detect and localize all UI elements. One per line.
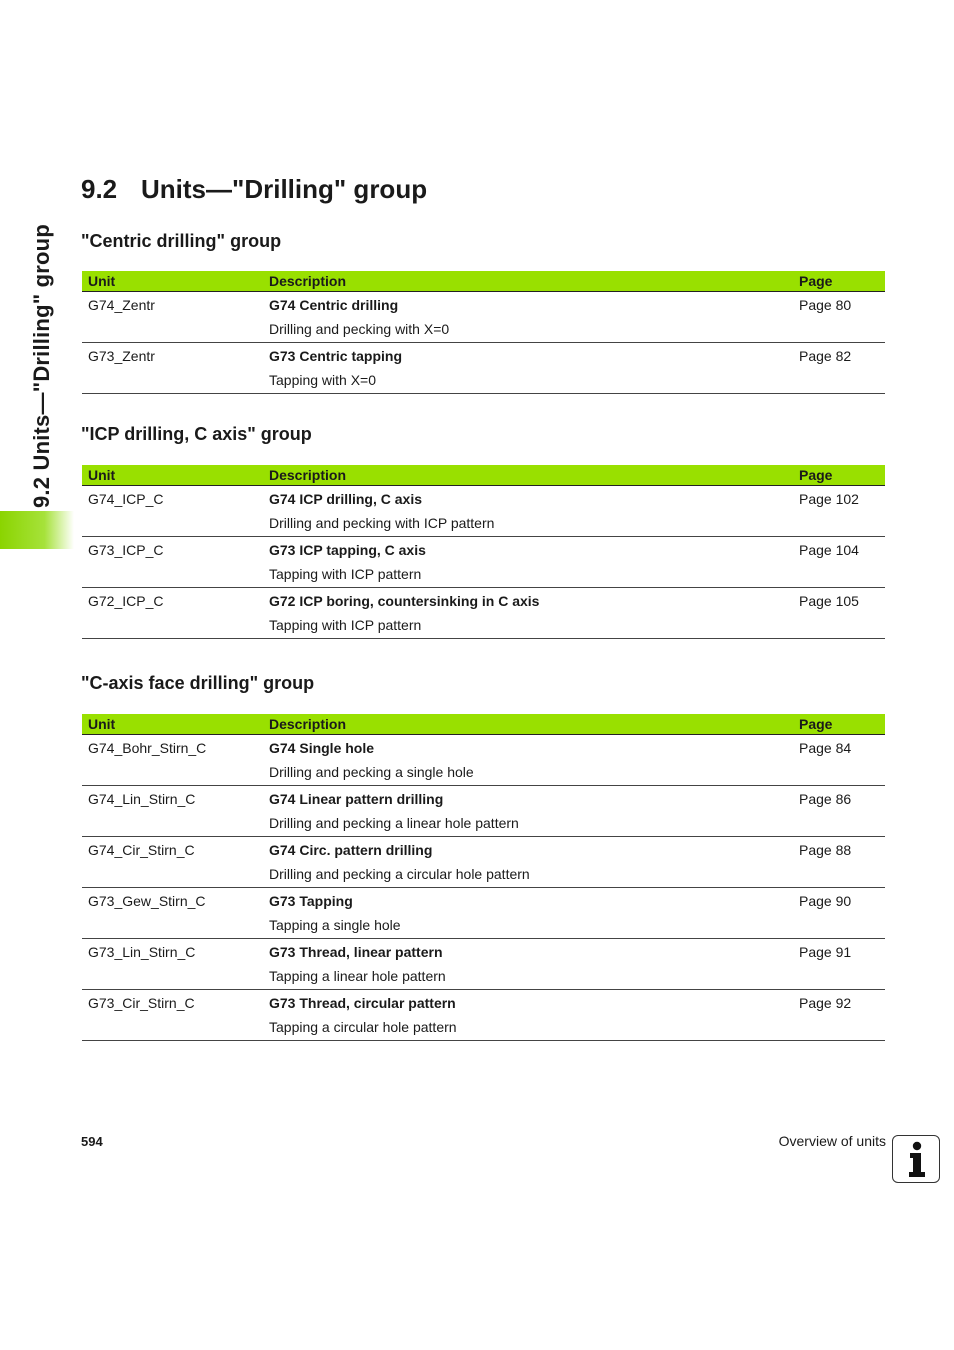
description-cell	[263, 537, 793, 588]
section-number: 9.2	[81, 174, 118, 204]
table-header-row	[82, 714, 885, 735]
column-header-page: Page	[793, 271, 885, 292]
section-heading-icp: "ICP drilling, C axis" group	[81, 424, 312, 444]
unit-name: G74 Single hole	[269, 740, 375, 756]
side-tab-marker	[0, 511, 74, 549]
units-table-c-axis-face	[82, 714, 885, 1041]
table-header-row	[82, 465, 885, 486]
info-icon-glyph	[893, 1136, 938, 1181]
description-cell	[263, 888, 793, 939]
description-cell	[263, 292, 793, 343]
unit-description: Drilling and pecking a linear hole pattern	[269, 815, 519, 831]
page-reference[interactable]: Page 105	[793, 588, 885, 639]
unit-description: Tapping a circular hole pattern	[269, 1019, 457, 1035]
unit-cell: G73_Cir_Stirn_C	[82, 990, 263, 1041]
unit-description: Tapping with X=0	[269, 372, 377, 388]
description-cell	[263, 343, 793, 394]
page-number: 594	[81, 1134, 103, 1149]
unit-name: G74 Linear pattern drilling	[269, 791, 444, 807]
table-row	[82, 939, 885, 990]
column-header-description: Description	[263, 465, 793, 486]
table-row	[82, 990, 885, 1041]
section-heading-centric: "Centric drilling" group	[81, 231, 282, 251]
page-title	[81, 174, 427, 205]
unit-cell: G72_ICP_C	[82, 588, 263, 639]
page-reference[interactable]: Page 90	[793, 888, 885, 939]
table-row	[82, 837, 885, 888]
unit-cell: G73_Lin_Stirn_C	[82, 939, 263, 990]
column-header-description: Description	[263, 714, 793, 735]
unit-name: G73 ICP tapping, C axis	[269, 542, 426, 558]
page-reference[interactable]: Page 102	[793, 486, 885, 537]
unit-name: G72 ICP boring, countersinking in C axis	[269, 593, 540, 609]
unit-cell: G73_ICP_C	[82, 537, 263, 588]
unit-description: Drilling and pecking with ICP pattern	[269, 515, 495, 531]
table-row	[82, 786, 885, 837]
column-header-page: Page	[793, 714, 885, 735]
description-cell	[263, 786, 793, 837]
unit-cell: G74_Zentr	[82, 292, 263, 343]
unit-name: G74 Centric drilling	[269, 297, 399, 313]
info-icon[interactable]	[892, 1135, 940, 1183]
table-header-row	[82, 271, 885, 292]
unit-description: Drilling and pecking a single hole	[269, 764, 474, 780]
table-row	[82, 292, 885, 343]
unit-name: G74 ICP drilling, C axis	[269, 491, 423, 507]
description-cell	[263, 837, 793, 888]
column-header-description: Description	[263, 271, 793, 292]
table-row	[82, 486, 885, 537]
unit-description: Tapping a single hole	[269, 917, 401, 933]
section-title-text: Units—"Drilling" group	[141, 174, 428, 204]
unit-cell: G73_Zentr	[82, 343, 263, 394]
page-reference[interactable]: Page 80	[793, 292, 885, 343]
units-table-centric	[82, 271, 885, 394]
unit-description: Tapping with ICP pattern	[269, 617, 422, 633]
section-heading-c-axis-face: "C-axis face drilling" group	[81, 673, 315, 693]
table-row	[82, 735, 885, 786]
side-chapter-title: 9.2 Units—"Drilling" group	[29, 224, 54, 508]
unit-cell: G74_ICP_C	[82, 486, 263, 537]
page-reference[interactable]: Page 86	[793, 786, 885, 837]
description-cell	[263, 486, 793, 537]
table-row	[82, 343, 885, 394]
units-table-icp	[82, 465, 885, 639]
unit-cell: G74_Lin_Stirn_C	[82, 786, 263, 837]
column-header-unit: Unit	[82, 714, 263, 735]
unit-name: G73 Tapping	[269, 893, 353, 909]
unit-description: Drilling and pecking a circular hole pattern	[269, 866, 530, 882]
unit-name: G73 Centric tapping	[269, 348, 403, 364]
unit-description: Tapping with ICP pattern	[269, 566, 422, 582]
description-cell	[263, 990, 793, 1041]
footer-chapter-label: Overview of units	[778, 1133, 886, 1149]
table-row	[82, 537, 885, 588]
column-header-unit: Unit	[82, 465, 263, 486]
table-row	[82, 588, 885, 639]
page-reference[interactable]: Page 104	[793, 537, 885, 588]
page-reference[interactable]: Page 92	[793, 990, 885, 1041]
page-reference[interactable]: Page 88	[793, 837, 885, 888]
table-row	[82, 888, 885, 939]
description-cell	[263, 939, 793, 990]
unit-name: G73 Thread, circular pattern	[269, 995, 456, 1011]
page-reference[interactable]: Page 84	[793, 735, 885, 786]
unit-name: G74 Circ. pattern drilling	[269, 842, 433, 858]
description-cell	[263, 735, 793, 786]
page-reference[interactable]: Page 82	[793, 343, 885, 394]
unit-name: G73 Thread, linear pattern	[269, 944, 443, 960]
page-reference[interactable]: Page 91	[793, 939, 885, 990]
column-header-page: Page	[793, 465, 885, 486]
unit-cell: G73_Gew_Stirn_C	[82, 888, 263, 939]
unit-cell: G74_Cir_Stirn_C	[82, 837, 263, 888]
column-header-unit: Unit	[82, 271, 263, 292]
unit-cell: G74_Bohr_Stirn_C	[82, 735, 263, 786]
unit-description: Tapping a linear hole pattern	[269, 968, 446, 984]
unit-description: Drilling and pecking with X=0	[269, 321, 450, 337]
description-cell	[263, 588, 793, 639]
